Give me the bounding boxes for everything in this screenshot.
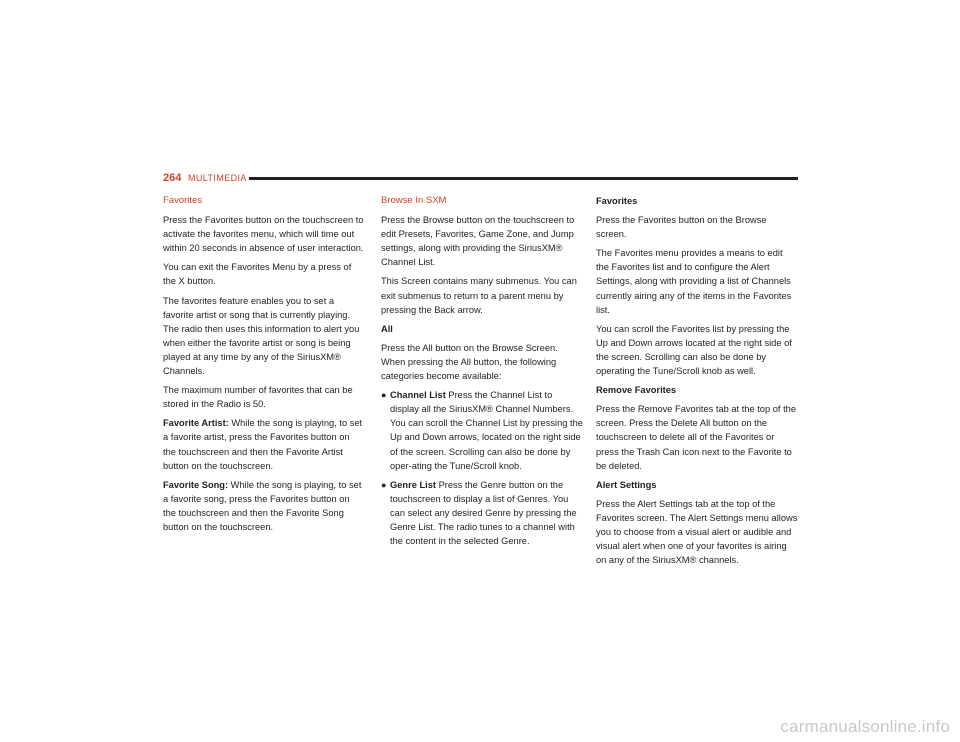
favorite-song-label: Favorite Song: xyxy=(163,479,229,490)
watermark: carmanualsonline.info xyxy=(780,717,950,736)
header-rule xyxy=(249,177,798,180)
favorites-subheading: Favorites xyxy=(596,196,638,206)
favorites-heading: Favorites xyxy=(163,195,203,206)
paragraph: Press the All button on the Browse Screen. When pressing the All button, the following categories become available: xyxy=(381,342,558,382)
section-title: MULTIMEDIA xyxy=(188,173,247,183)
genre-list-label: Genre List xyxy=(390,479,436,490)
paragraph: The Favorites menu provides a means to edit the Favorites list and to configure the Alert Settings, along with providing a list of Channels currently airing any of the items in the Favorites list. xyxy=(596,248,792,315)
paragraph: This Screen contains many submenus. You can exit submenus to return to a parent menu by pressing the Back arrow. xyxy=(381,276,577,315)
all-subheading: All xyxy=(381,323,393,334)
channel-list-text: Press the Channel List to display all the SiriusXM® Channel Numbers. You can scroll the Channel List by pressing the Up and Down arrows, located on the right side of the screen. Scrolling can also be done by oper-ating the Tune/Scroll knob. xyxy=(390,390,583,471)
list-item xyxy=(381,388,583,473)
column-right xyxy=(596,194,798,572)
page-number: 264 xyxy=(163,172,182,184)
alert-settings-subheading: Alert Settings xyxy=(596,479,657,490)
browse-heading: Browse In SXM xyxy=(381,195,447,206)
paragraph: Press the Browse button on the touchscreen to edit Presets, Favorites, Game Zone, and Jump settings, along with providing the SiriusXM® Channel List. xyxy=(381,215,575,268)
genre-list-text: Press the Genre button on the touchscreen to display a list of Genres. You can select any desired Genre by pressing the Genre List. The radio tunes to a channel with the content in the selected Genre. xyxy=(390,479,577,547)
paragraph: You can exit the Favorites Menu by a press of the X button. xyxy=(163,262,352,287)
channel-list-label: Channel List xyxy=(390,390,446,401)
favorite-artist-label: Favorite Artist: xyxy=(163,418,229,429)
paragraph: Press the Remove Favorites tab at the top of the screen. Press the Delete All button on the touchscreen to delete all of the Favorites or press the Trash Can icon next to the Favorite to be deleted. xyxy=(596,404,796,471)
favorite-artist-paragraph xyxy=(163,416,365,472)
paragraph: Press the Favorites button on the touchscreen to activate the favorites menu, which will time out within 20 seconds in absence of user interaction. xyxy=(163,215,364,254)
paragraph: Press the Alert Settings tab at the top of the Favorites screen. The Alert Settings menu allows you to choose from a visual alert or audible and visual alert when one of your favorites is airing on any of the SiriusXM® channels. xyxy=(596,498,798,566)
paragraph: You can scroll the Favorites list by pressing the Up and Down arrows located at the right side of the screen. Scrolling can also be done by operating the Tune/Scroll knob as well. xyxy=(596,323,792,377)
remove-favorites-subheading: Remove Favorites xyxy=(596,385,677,396)
bullet-icon: ● xyxy=(381,479,387,490)
paragraph: The maximum number of favorites that can be stored in the Radio is 50. xyxy=(163,385,353,410)
column-left xyxy=(163,194,365,539)
bullet-icon: ● xyxy=(381,390,387,401)
favorite-song-text: While the song is playing, to set a favorite song, press the Favorites button on the touchscreen and then the Favorite Song button on the touchscreen. xyxy=(163,479,362,532)
column-middle xyxy=(381,194,583,553)
page-header xyxy=(163,172,798,188)
list-item xyxy=(381,478,583,548)
paragraph: Press the Favorites button on the Browse screen. xyxy=(596,215,767,240)
favorite-artist-text: While the song is playing, to set a favorite artist, press the Favorites button on the touchscreen and then the Favorite Artist button on the touchscreen. xyxy=(163,418,363,471)
favorite-song-paragraph xyxy=(163,478,365,534)
paragraph: The favorites feature enables you to set a favorite artist or song that is currently playing. The radio then uses this information to alert you when either the favorite artist or song is being played at any time by any of the SiriusXM® Channels. xyxy=(163,295,360,377)
